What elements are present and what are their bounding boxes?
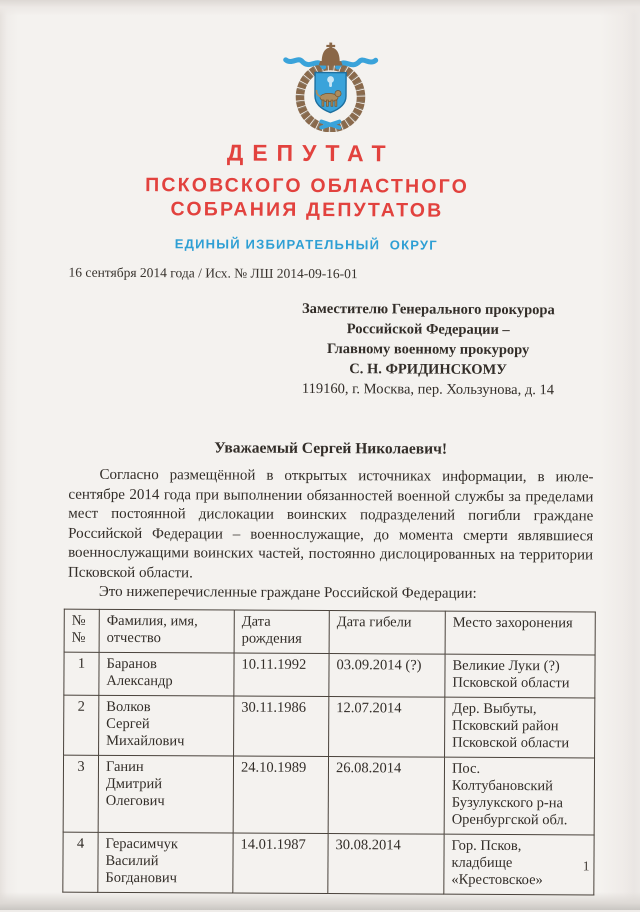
addressee-line: Заместителю Генерального прокурора: [301, 300, 555, 319]
col-header-death-date: Дата гибели: [329, 611, 445, 655]
casualties-table: [62, 609, 595, 896]
table-row: [63, 755, 594, 835]
col-header-burial-place: Место захоронения: [445, 611, 595, 655]
cell-burial-place: Дер. Выбуты, Псковский район Псковской области: [445, 697, 595, 758]
body-paragraph-1: Согласно размещённой в открытых источниках информации, в июле-сентябре 2014 года при выполнении обязанностей военной службы за пределами мест постоянной дислокации воинских подразделений погибли граждане Российской Федерации – военнослужащие, до момента смерти являвшиеся военнослужащими воинских частей, постоянно дислоцированных на территории Псковской области.: [67, 466, 594, 581]
table-row: [63, 832, 594, 895]
cell-name: Баранов Александр: [99, 652, 234, 696]
col-header-birth-date: Дата рождения: [234, 610, 329, 653]
body-paragraph-2: Это нижеперечисленные граждане Российской Федерации:: [98, 583, 477, 602]
cell-birth-date: 24.10.1989: [233, 756, 328, 833]
cell-burial-place: Пос. Колтубановский Бузулукского р-на Оренбургской обл.: [444, 757, 594, 835]
letterhead: [0, 138, 613, 254]
cell-number: 2: [64, 695, 99, 755]
addressee-line: Главному военному прокурору: [327, 341, 530, 359]
cell-burial-place: Великие Луки (?) Псковской области: [445, 654, 595, 698]
letterhead-title: ДЕПУТАТ: [226, 139, 395, 167]
cell-death-date: 30.08.2014: [328, 834, 444, 895]
reference-line: 16 сентября 2014 года / Исх. № ЛШ 2014-09-16-01: [68, 264, 358, 282]
page-number: 1: [582, 858, 590, 874]
coat-of-arms-icon: [282, 42, 378, 133]
addressee-block: [266, 299, 591, 401]
table-header-row: [64, 609, 595, 655]
cell-death-date: 26.08.2014: [328, 757, 444, 835]
cell-name: Ганин Дмитрий Олегович: [98, 755, 233, 833]
cell-death-date: 03.09.2014 (?): [329, 654, 445, 698]
cell-name: Волков Сергей Михайлович: [99, 695, 234, 756]
addressee-line: Российской Федерации –: [346, 321, 510, 338]
letter-body: [68, 466, 594, 605]
table-row: [64, 695, 595, 758]
letterhead-subtitle-line1: ПСКОВСКОГО ОБЛАСТНОГО: [145, 174, 470, 198]
cell-birth-date: 30.11.1986: [234, 696, 329, 756]
letterhead-subtitle-line2: СОБРАНИЯ ДЕПУТАТОВ: [170, 198, 444, 222]
addressee-postal-address: 119160, г. Москва, пер. Хользунова, д. 14: [301, 380, 555, 399]
crown-icon: [319, 42, 343, 65]
col-header-number: №№: [64, 609, 99, 652]
col-header-name: Фамилия, имя, отчество: [99, 609, 234, 653]
cell-number: 4: [63, 832, 98, 892]
cell-number: 3: [63, 755, 98, 832]
salutation: Уважаемый Сергей Николаевич!: [214, 439, 448, 458]
addressee-name: С. Н. ФРИДИНСКОМУ: [349, 361, 507, 378]
cell-burial-place: Гор. Псков, кладбище «Крестовское»: [444, 834, 594, 895]
cell-birth-date: 14.01.1987: [233, 833, 328, 893]
cell-death-date: 12.07.2014: [329, 697, 445, 758]
cell-birth-date: 10.11.1992: [234, 653, 329, 696]
table-row: [64, 652, 595, 698]
cell-number: 1: [64, 652, 99, 695]
letterhead-district: ЕДИНЫЙ ИЗБИРАТЕЛЬНЫЙ ОКРУГ: [174, 236, 438, 253]
cell-name: Герасимчук Василий Богданович: [98, 832, 233, 893]
